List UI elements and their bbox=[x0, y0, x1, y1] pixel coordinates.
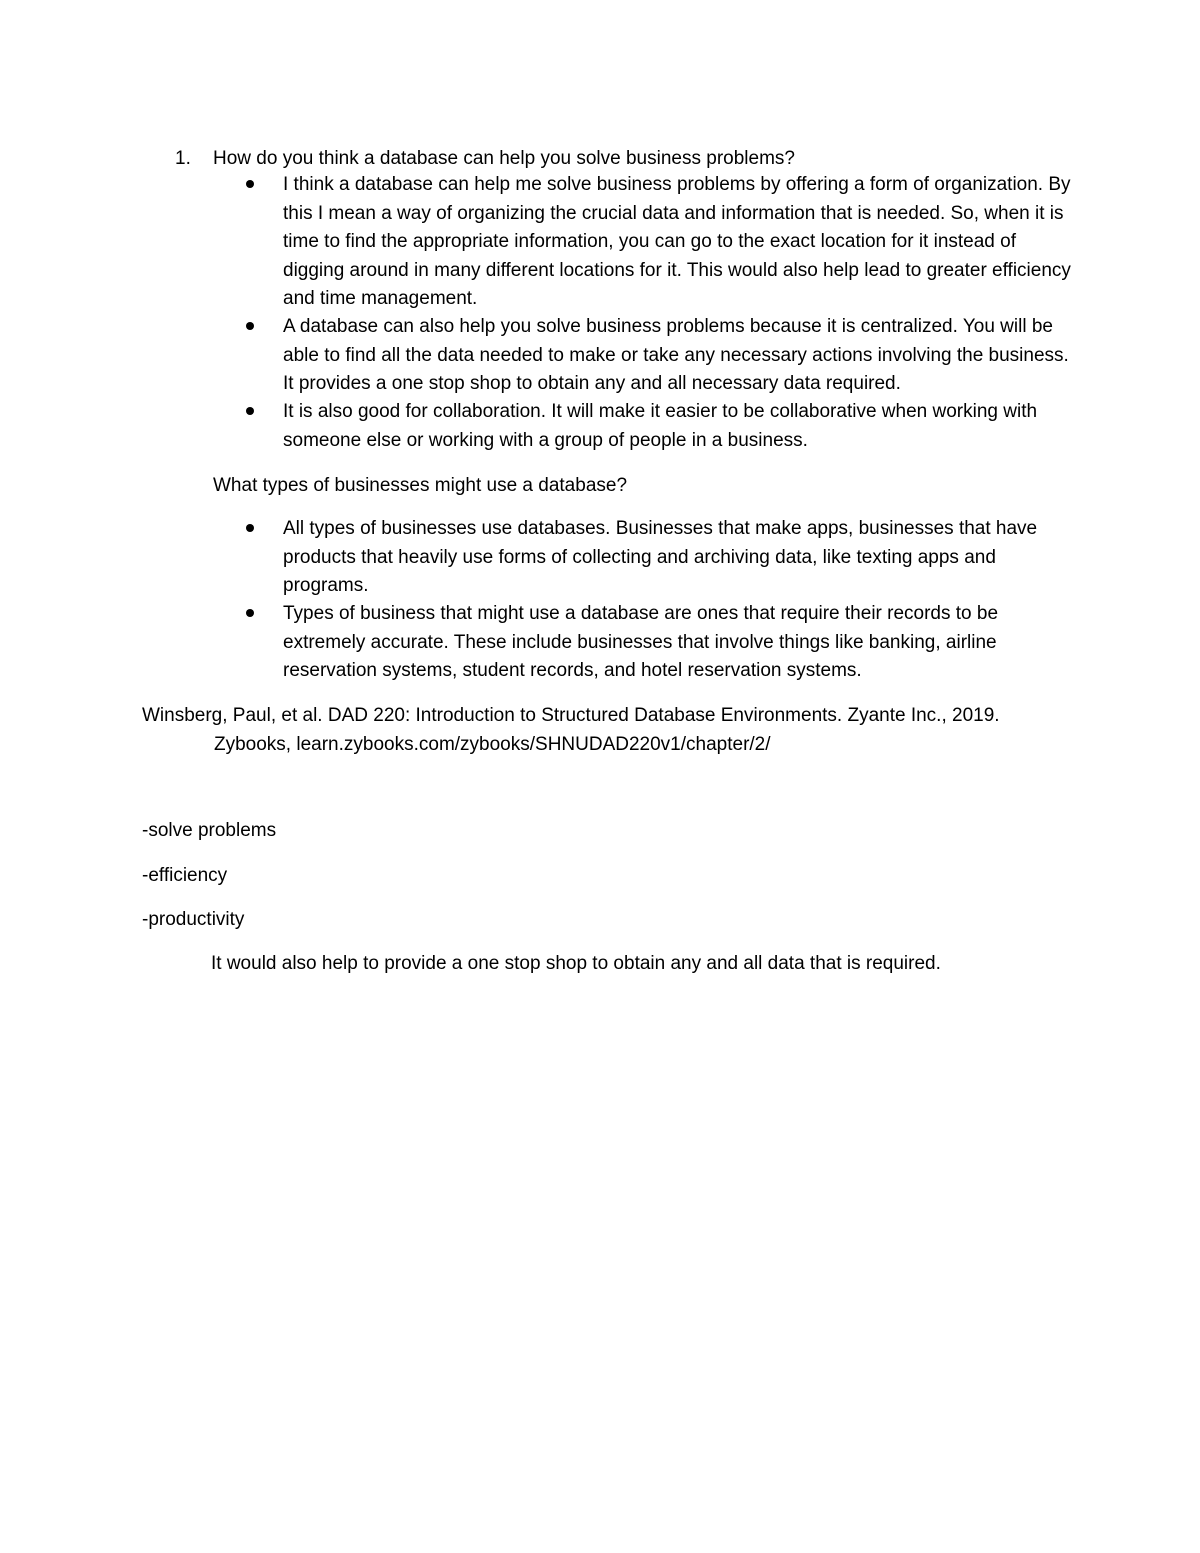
bullet-icon bbox=[246, 180, 254, 188]
citation: Winsberg, Paul, et al. DAD 220: Introduction to Structured Database Environments. Zyante Inc., 2019. Zybooks, learn.zybooks.com/zybooks/SHNUDAD220v1/chapter/2/ bbox=[142, 705, 1000, 755]
answer-bullet-text: Types of business that might use a database are ones that require their records to be extremely accurate. These include businesses that involve things like banking, airline reservation systems, student records, and hotel reservation systems. bbox=[283, 603, 999, 681]
answer-bullet-text: A database can also help you solve business problems because it is centralized. You will be able to find all the data needed to make or take any necessary actions involving the business. It provides a one stop shop to obtain any and all necessary data required. bbox=[283, 316, 1069, 394]
note-item: -efficiency bbox=[142, 865, 228, 886]
answer-bullet-text: All types of businesses use databases. Businesses that make apps, businesses that have products that heavily use forms of collecting and archiving data, like texting apps and programs. bbox=[283, 518, 1038, 596]
closing-sentence: It would also help to provide a one stop shop to obtain any and all data that is required. bbox=[211, 953, 941, 974]
bullet-icon bbox=[246, 609, 254, 617]
bullet-icon bbox=[246, 524, 254, 532]
bullet-icon bbox=[246, 322, 254, 330]
bullet-icon bbox=[246, 407, 254, 415]
note-item: -productivity bbox=[142, 909, 245, 930]
question-number: 1. bbox=[175, 148, 191, 169]
question-1-text: How do you think a database can help you solve business problems? bbox=[213, 148, 795, 169]
answer-bullet-text: I think a database can help me solve business problems by offering a form of organization. By this I mean a way of organizing the crucial data and information that is needed. So, when it is time to find the appropriate information, you can go to the exact location for it instead of digging around in many different locations for it. This would also help lead to greater efficiency and time management. bbox=[283, 174, 1071, 309]
note-item: -solve problems bbox=[142, 820, 277, 841]
question-2-text: What types of businesses might use a database? bbox=[213, 475, 628, 496]
answer-bullet-text: It is also good for collaboration. It will make it easier to be collaborative when working with someone else or working with a group of people in a business. bbox=[283, 401, 1038, 451]
